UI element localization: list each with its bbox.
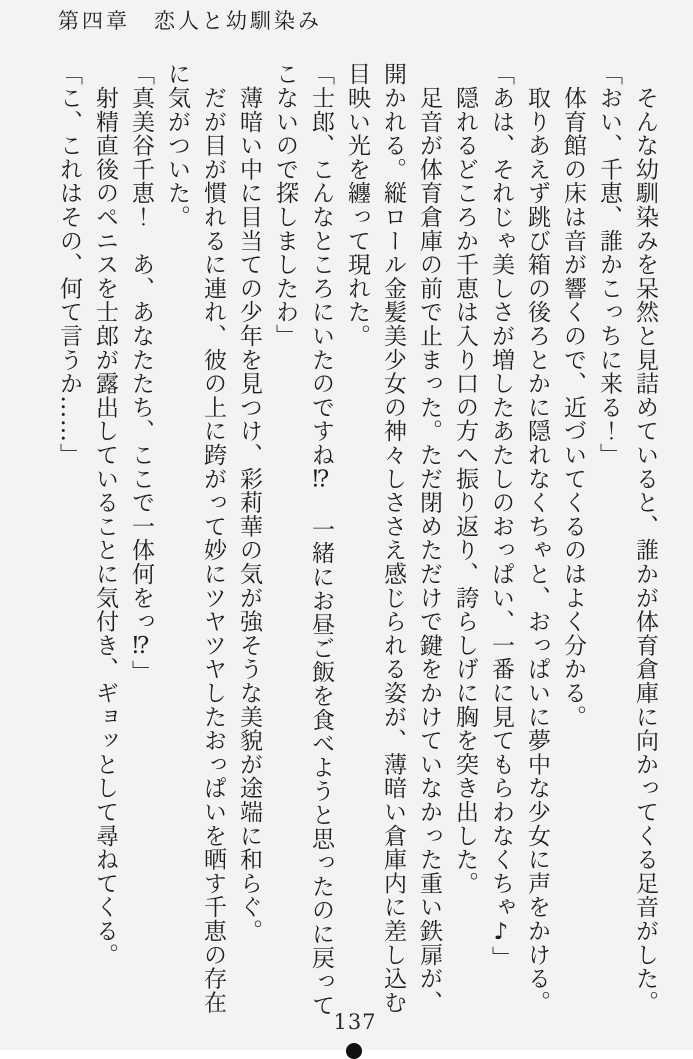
text-column: 体育館の床は音が響くので、近づいてくるのはよく分かる。 [560, 62, 586, 729]
text-column: 「士郎、こんなところにいたのですね⁉ 一緒にお昼ご飯を食べようと思ったのに戻って [308, 62, 334, 1017]
text-column: 開かれる。縦ロール金髪美少女の神々しささえ感じられる姿が、薄暗い倉庫内に差し込む [380, 62, 406, 1014]
text-column: 「おい、千恵、誰かこっちに来る！」 [596, 62, 622, 467]
text-column: 「あは、それじゃ美しさが増したあたしのおっぱい、一番に見てもらわなくちゃ♪」 [488, 62, 514, 970]
page-number: 137 [333, 1010, 377, 1034]
text-column: こないので探しましたわ」 [272, 62, 298, 348]
text-column: 取りあえず跳び箱の後ろとかに隠れなくちゃと、おっぱいに夢中な少女に声をかける。 [524, 62, 550, 1014]
text-column: に気がついた。 [164, 62, 190, 229]
chapter-header: 第四章 恋人と幼馴染み [58, 9, 322, 33]
text-column: 射精直後のペニスを士郎が露出していることに気付き、ギョッとして尋ねてくる。 [92, 62, 118, 967]
text-column: 隠れるどころか千恵は入り口の方へ振り返り、誇らしげに胸を突き出した。 [452, 62, 478, 895]
novel-text-block [51, 62, 663, 1017]
binding-dot [346, 1043, 362, 1059]
text-column: 薄暗い中に目当ての少年を見つけ、彩莉華の気が強そうな美貌が途端に和らぐ。 [236, 62, 262, 943]
text-column: そんな幼馴染みを呆然と見詰めていると、誰かが体育倉庫に向かってくる足音がした。 [632, 62, 658, 1014]
text-column: 足音が体育倉庫の前で止まった。ただ閉めただけで鍵をかけていなかった重い鉄扉が、 [416, 62, 442, 1014]
text-column: 「こ、これはその、何て言うか……」 [56, 62, 82, 467]
text-column: だが目が慣れるに連れ、彼の上に跨がって妙にツヤツヤしたおっぱいを晒す千恵の存在 [200, 62, 226, 1014]
text-column: 「真美谷千恵！ あ、あなたたち、ここで一体何をっ⁉」 [128, 62, 154, 684]
text-column: 目映い光を纏って現れた。 [344, 62, 370, 348]
